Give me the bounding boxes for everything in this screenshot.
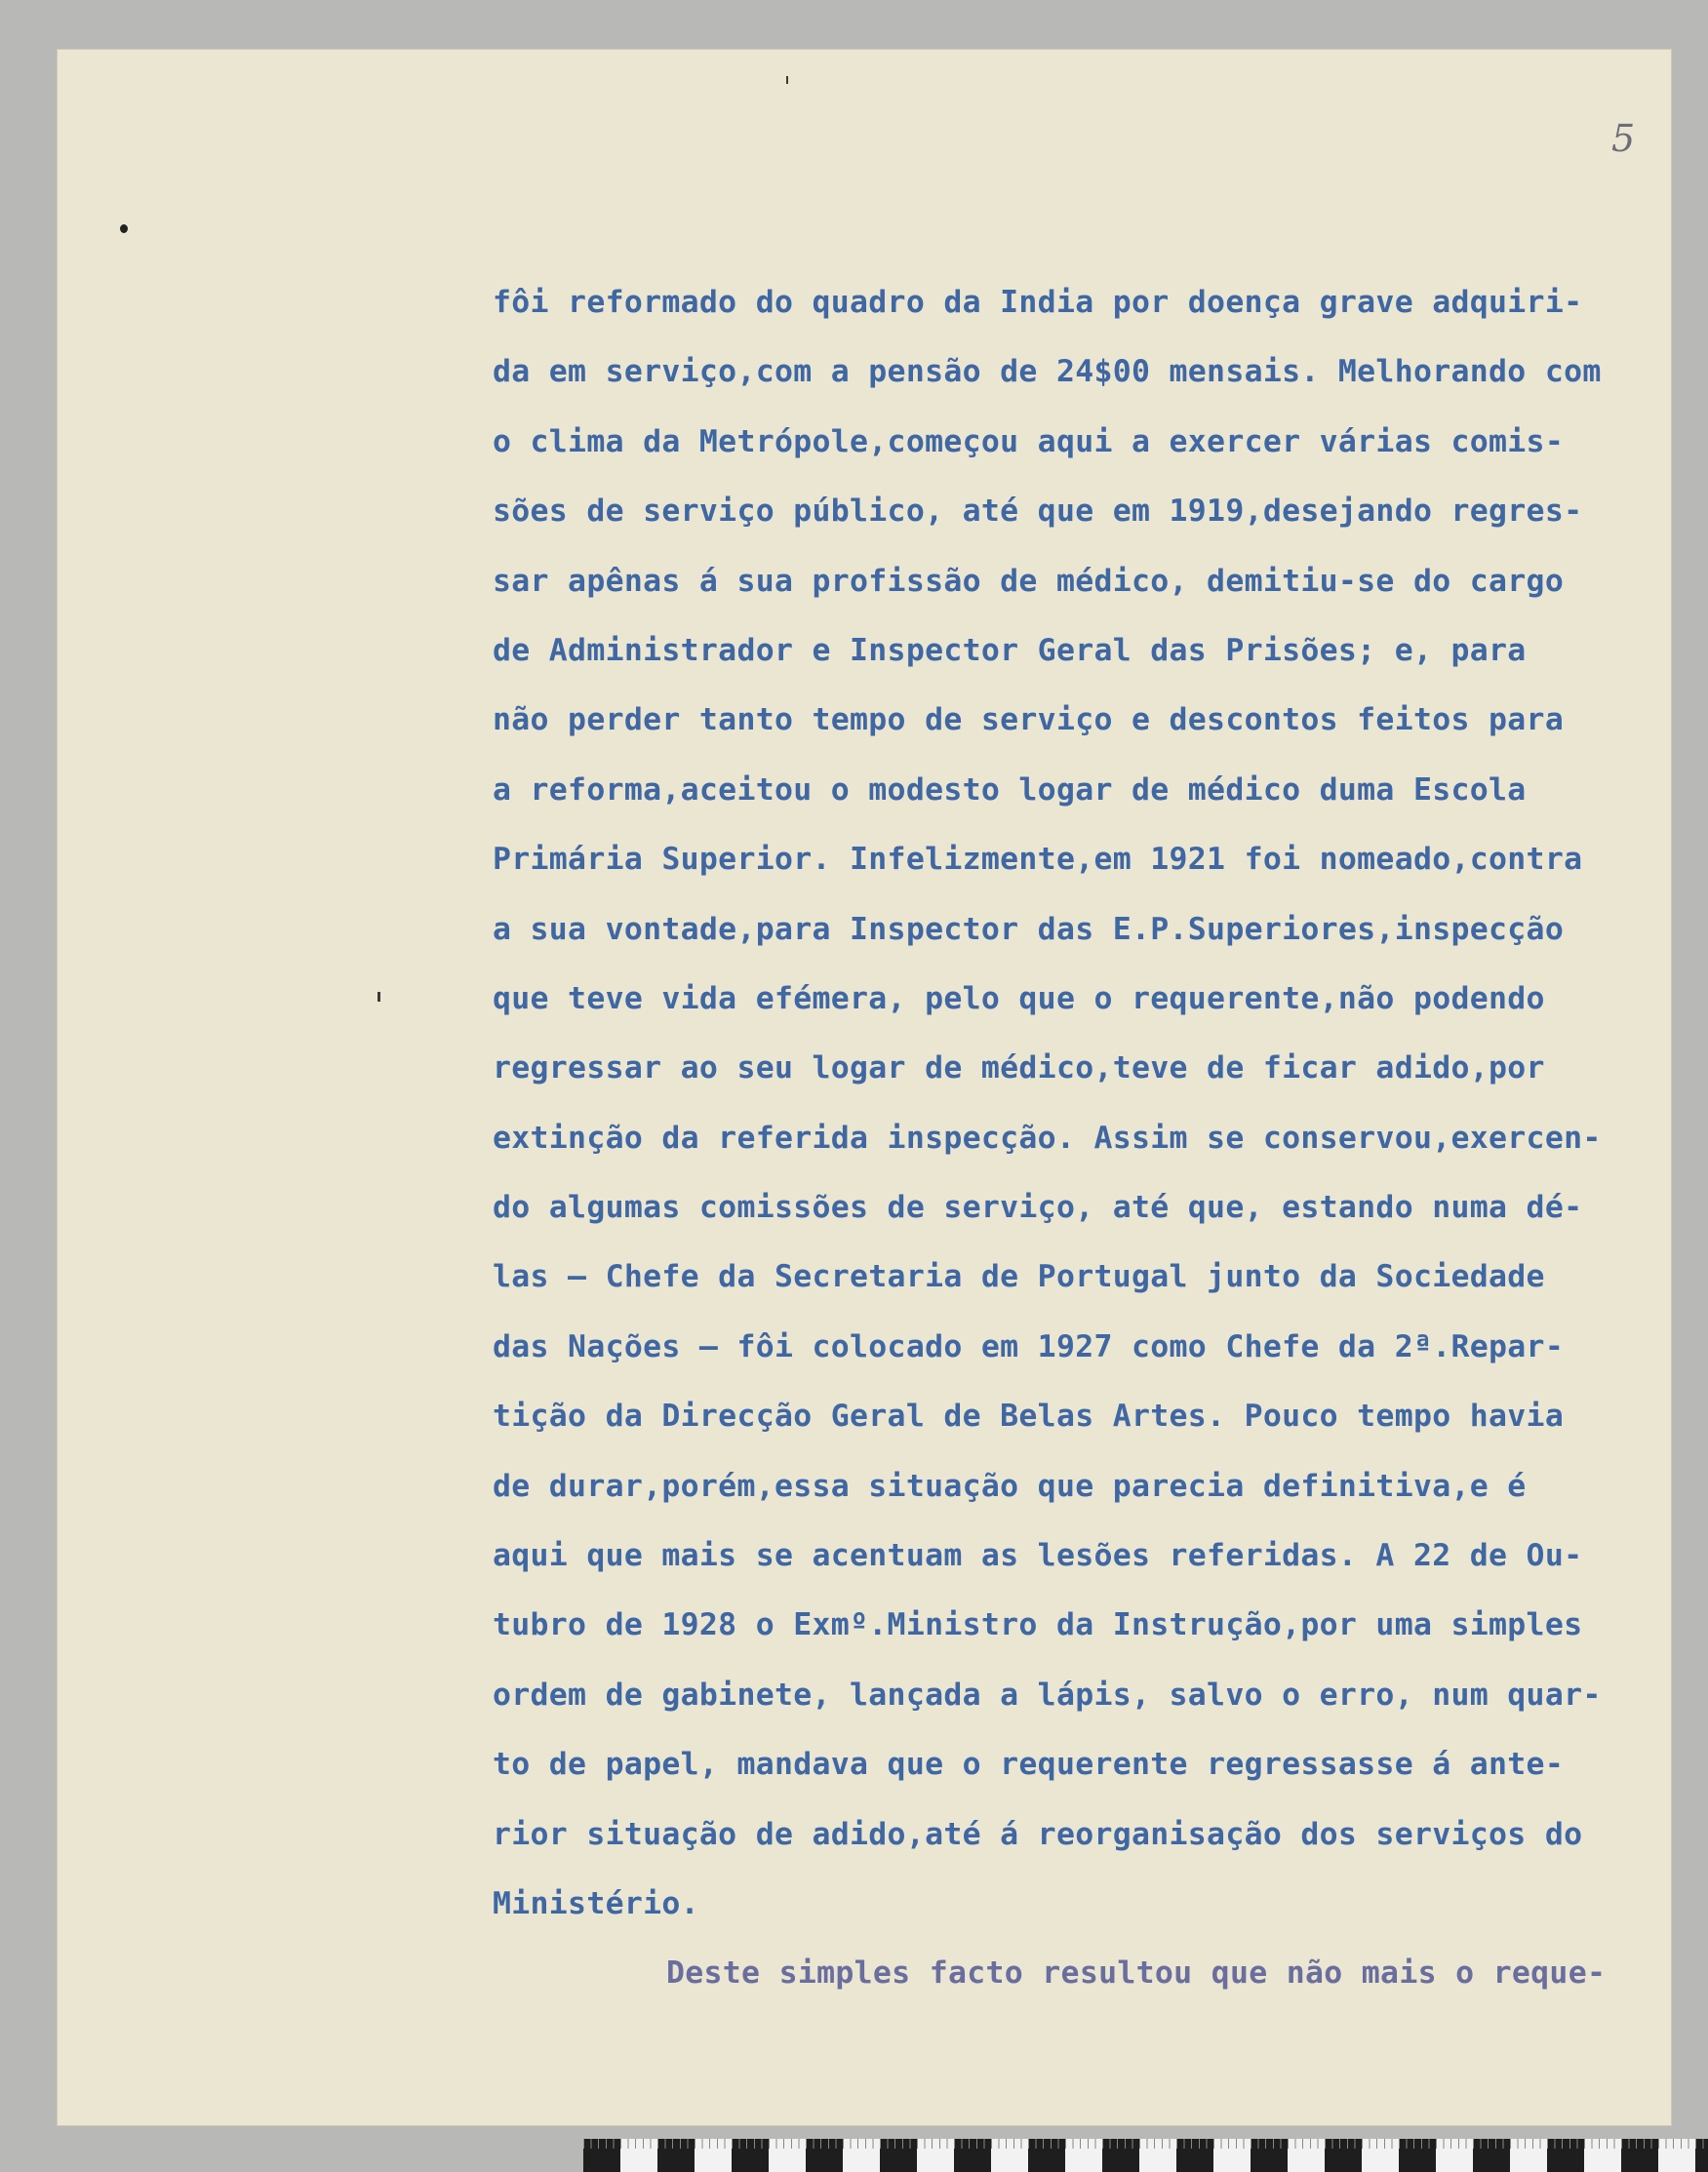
text-line: o clima da Metrópole,começou aqui a exercer várias comis- [493, 423, 1565, 459]
page-number: 5 [1611, 117, 1636, 160]
text-line: fôi reformado do quadro da India por doença grave adquiri- [493, 285, 1583, 320]
typed-letter-body [493, 268, 1673, 2009]
text-line: tição da Direcção Geral de Belas Artes. Pouco tempo havia [493, 1399, 1565, 1435]
text-line: que teve vida efémera, pelo que o requerente,não podendo [493, 980, 1545, 1016]
text-line: a sua vontade,para Inspector das E.P.Superiores,inspecção [493, 911, 1565, 947]
paragraph-start-line: Deste simples facto resultou que não mais o reque- [666, 1955, 1607, 1992]
text-line: aqui que mais se acentuam as lesões referidas. A 22 de Ou- [493, 1538, 1583, 1574]
text-line: sar apênas á sua profissão de médico, demitiu-se do cargo [493, 563, 1565, 599]
text-line: rior situação de adido,até á reorganisação dos serviços do [493, 1816, 1583, 1852]
ruler-ticks [583, 2139, 1708, 2149]
scale-ruler [583, 2139, 1708, 2172]
text-line: to de papel, mandava que o requerente regressasse á ante- [493, 1747, 1565, 1783]
text-line: regressar ao seu logar de médico,teve de ficar adido,por [493, 1050, 1545, 1086]
ink-mark [377, 992, 380, 1002]
text-line: sões de serviço público, até que em 1919,desejando regres- [493, 494, 1583, 530]
text-line: das Nações — fôi colocado em 1927 como Chefe da 2ª.Repar- [493, 1328, 1565, 1364]
text-line: tubro de 1928 o Exmº.Ministro da Instrução,por uma simples [493, 1607, 1583, 1643]
text-line: de Administrador e Inspector Geral das Prisões; e, para [493, 632, 1527, 668]
text-line: do algumas comissões de serviço, até que, estando numa dé- [493, 1190, 1583, 1226]
text-line: a reforma,aceitou o modesto logar de médico duma Escola [493, 771, 1527, 808]
text-line: da em serviço,com a pensão de 24$00 mensais. Melhorando com [493, 354, 1602, 390]
text-line: não perder tanto tempo de serviço e descontos feitos para [493, 702, 1565, 738]
text-line: las — Chefe da Secretaria de Portugal junto da Sociedade [493, 1259, 1545, 1295]
text-line: ordem de gabinete, lançada a lápis, salvo o erro, num quar- [493, 1677, 1602, 1713]
ink-mark [786, 76, 788, 84]
text-line: de durar,porém,essa situação que parecia definitiva,e é [493, 1468, 1527, 1504]
text-line: extinção da referida inspecção. Assim se conservou,exercen- [493, 1120, 1602, 1156]
ink-dot [120, 224, 128, 233]
text-line: Ministério. [493, 1885, 699, 1921]
text-line: Primária Superior. Infelizmente,em 1921 foi nomeado,contra [493, 842, 1583, 878]
